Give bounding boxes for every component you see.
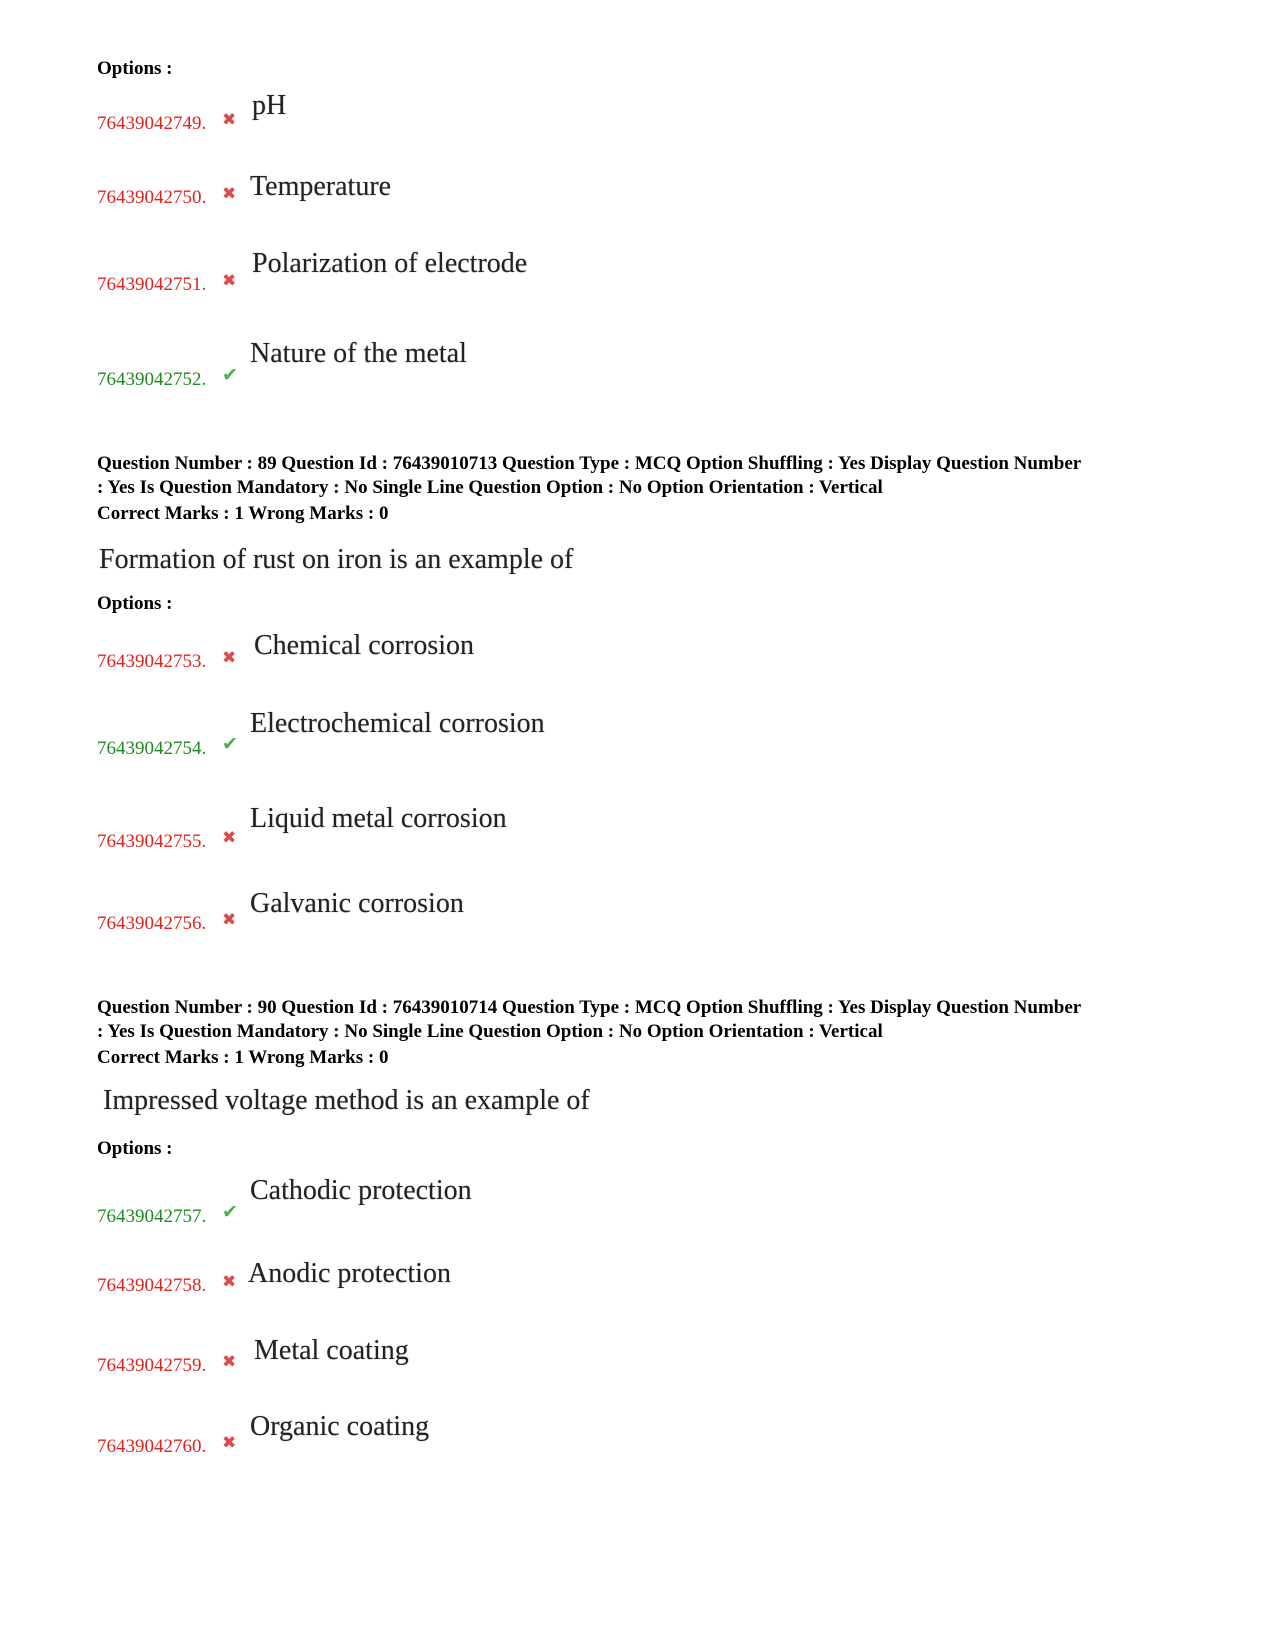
- question-marks: Correct Marks : 1 Wrong Marks : 0: [97, 1047, 389, 1068]
- cross-icon: ✖: [222, 1272, 237, 1291]
- option-text: Nature of the metal: [250, 338, 467, 369]
- question-meta-line2: : Yes Is Question Mandatory : No Single Line Question Option : No Option Orientation : Vertical: [97, 1021, 883, 1042]
- option-text: Galvanic corrosion: [250, 888, 464, 919]
- question-meta-line1: Question Number : 89 Question Id : 76439010713 Question Type : MCQ Option Shuffling : Yes Display Question Number: [97, 453, 1082, 474]
- cross-icon: ✖: [222, 110, 237, 129]
- cross-icon: ✖: [222, 910, 237, 929]
- option-id: 76439042749.: [97, 113, 207, 134]
- option-text: Liquid metal corrosion: [250, 803, 507, 834]
- option-text: Cathodic protection: [250, 1175, 472, 1206]
- question-text: Formation of rust on iron is an example of: [99, 544, 574, 575]
- option-text: Polarization of electrode: [252, 248, 528, 279]
- option-text: Electrochemical corrosion: [250, 708, 545, 739]
- cross-icon: ✖: [222, 271, 237, 290]
- option-id: 76439042755.: [97, 831, 207, 852]
- option-text: Organic coating: [250, 1411, 430, 1442]
- question-meta-line2: : Yes Is Question Mandatory : No Single Line Question Option : No Option Orientation : Vertical: [97, 477, 883, 498]
- check-icon: ✔: [222, 365, 238, 386]
- option-id: 76439042754.: [97, 738, 207, 759]
- option-id: 76439042756.: [97, 913, 207, 934]
- option-text: Chemical corrosion: [254, 630, 475, 661]
- option-id: 76439042757.: [97, 1206, 207, 1227]
- question-text: Impressed voltage method is an example of: [103, 1085, 590, 1116]
- cross-icon: ✖: [222, 1352, 237, 1371]
- question-marks: Correct Marks : 1 Wrong Marks : 0: [97, 503, 389, 524]
- question-meta-line1: Question Number : 90 Question Id : 76439010714 Question Type : MCQ Option Shuffling : Yes Display Question Number: [97, 997, 1082, 1018]
- question-meta: [97, 996, 1197, 1044]
- options-label: Options :: [97, 1138, 173, 1159]
- options-label: Options :: [97, 593, 173, 614]
- option-id: 76439042759.: [97, 1355, 207, 1376]
- option-text: Anodic protection: [248, 1258, 451, 1289]
- option-text: pH: [252, 90, 287, 121]
- option-text: Temperature: [250, 171, 392, 202]
- options-label: Options :: [97, 58, 173, 79]
- cross-icon: ✖: [222, 828, 237, 847]
- option-id: 76439042753.: [97, 651, 207, 672]
- question-meta: [97, 452, 1197, 500]
- option-text: Metal coating: [254, 1335, 409, 1366]
- cross-icon: ✖: [222, 1433, 237, 1452]
- option-id: 76439042758.: [97, 1275, 207, 1296]
- cross-icon: ✖: [222, 184, 237, 203]
- option-id: 76439042751.: [97, 274, 207, 295]
- option-id: 76439042760.: [97, 1436, 207, 1457]
- option-id: 76439042752.: [97, 369, 207, 390]
- check-icon: ✔: [222, 734, 238, 755]
- option-id: 76439042750.: [97, 187, 207, 208]
- check-icon: ✔: [222, 1202, 238, 1223]
- cross-icon: ✖: [222, 648, 237, 667]
